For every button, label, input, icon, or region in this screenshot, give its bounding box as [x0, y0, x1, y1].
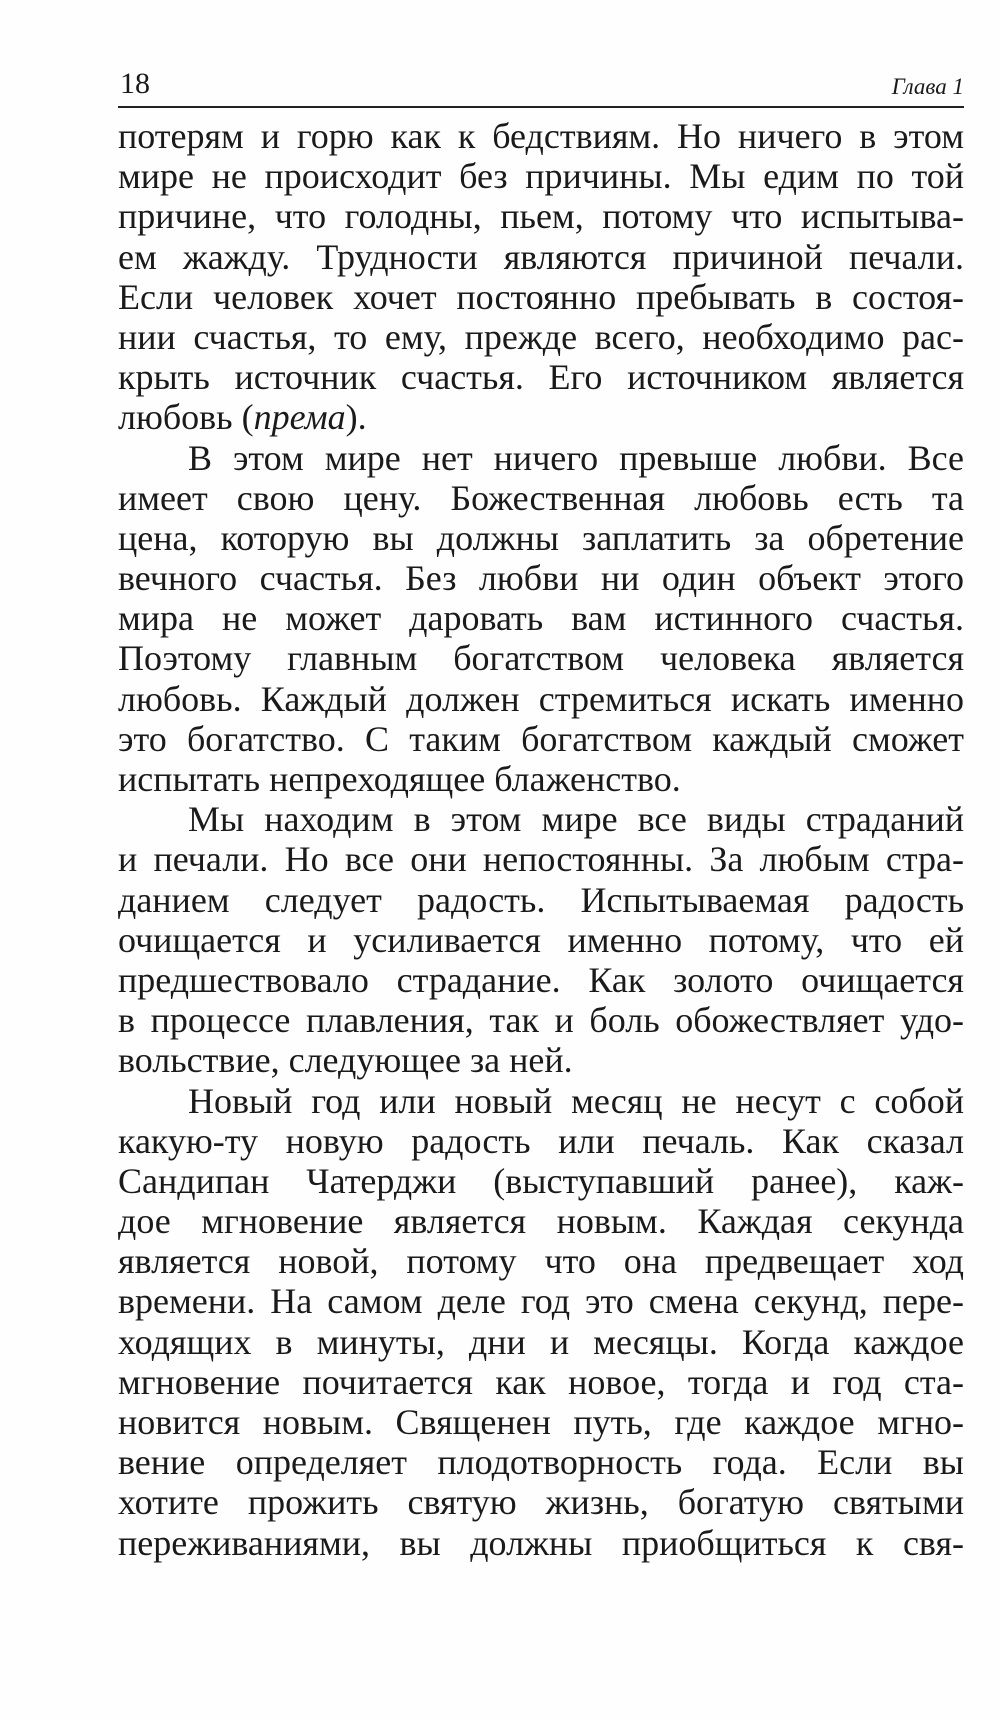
text-line: ходящих в минуты, дни и месяцы. Когда каждое: [118, 1321, 964, 1362]
text-line: новится новым. Священен путь, где каждое мгно-: [118, 1402, 964, 1442]
text-line: [118, 397, 964, 437]
text-line: переживаниями, вы должны приобщиться к свя-: [118, 1522, 964, 1563]
text-line: потерям и горю как к бедствиям. Но ничего в этом: [118, 116, 964, 156]
chapter-title: Глава 1: [891, 74, 964, 99]
text-line: нии счастья, то ему, прежде всего, необходимо рас-: [118, 316, 964, 357]
text-line: времени. На самом деле год это смена секунд, пере-: [118, 1281, 964, 1322]
text-line: мгновение почитается как новое, тогда и год ста-: [118, 1361, 964, 1402]
text-line: цена, которую вы должны заплатить за обретение: [118, 517, 964, 558]
text-line: какую-ту новую радость или печаль. Как сказал: [118, 1120, 964, 1161]
text-line: очищается и усиливается именно потому, что ей: [118, 919, 964, 960]
text-line: Поэтому главным богатством человека является: [118, 638, 964, 679]
italic-term: према: [253, 397, 346, 438]
text-line: ем жажду. Трудности являются причиной печали.: [118, 236, 964, 277]
text-line: Мы находим в этом мире все виды страданий: [188, 799, 964, 840]
text-line: дое мгновение является новым. Каждая секунда: [118, 1201, 964, 1242]
text-line: и печали. Но все они непостоянны. За любым стра-: [118, 839, 964, 880]
text-line: хотите прожить святую жизнь, богатую святыми: [118, 1482, 964, 1523]
text-line: вечного счастья. Без любви ни один объект этого: [118, 558, 964, 599]
text-fragment: ).: [345, 397, 367, 438]
text-line: данием следует радость. Испытываемая радость: [118, 879, 964, 920]
text-line: Если человек хочет постоянно пребывать в состоя-: [118, 276, 964, 317]
text-line: является новой, потому что она предвещает ход: [118, 1241, 964, 1282]
text-line: в процессе плавления, так и боль обожествляет удо-: [118, 1000, 964, 1041]
text-line: любовь. Каждый должен стремиться искать именно: [118, 678, 964, 719]
page-number: 18: [120, 67, 150, 100]
running-header: [118, 66, 964, 108]
body-text: [118, 116, 964, 1563]
text-line: вольствие, следующее за ней.: [118, 1040, 573, 1081]
text-line: Сандипан Чатерджи (выступавший ранее), каж-: [118, 1160, 964, 1201]
text-line: испытать непреходящее блаженство.: [118, 759, 681, 799]
text-line: мире не происходит без причины. Мы едим по той: [118, 156, 964, 197]
text-line: Новый год или новый месяц не несут с собой: [188, 1080, 964, 1121]
text-line: это богатство. С таким богатством каждый сможет: [118, 718, 964, 759]
text-line: имеет свою цену. Божественная любовь есть та: [118, 477, 964, 518]
text-line: мира не может даровать вам истинного счастья.: [118, 598, 964, 639]
text-line: крыть источник счастья. Его источником является: [118, 357, 964, 398]
text-line: предшествовало страдание. Как золото очищается: [118, 959, 964, 1000]
text-line: В этом мире нет ничего превыше любви. Все: [188, 437, 964, 478]
text-line: причине, что голодны, пьем, потому что испытыва-: [118, 196, 964, 237]
text-line: вение определяет плодотворность года. Если вы: [118, 1442, 964, 1483]
text-fragment: любовь (: [118, 397, 254, 438]
